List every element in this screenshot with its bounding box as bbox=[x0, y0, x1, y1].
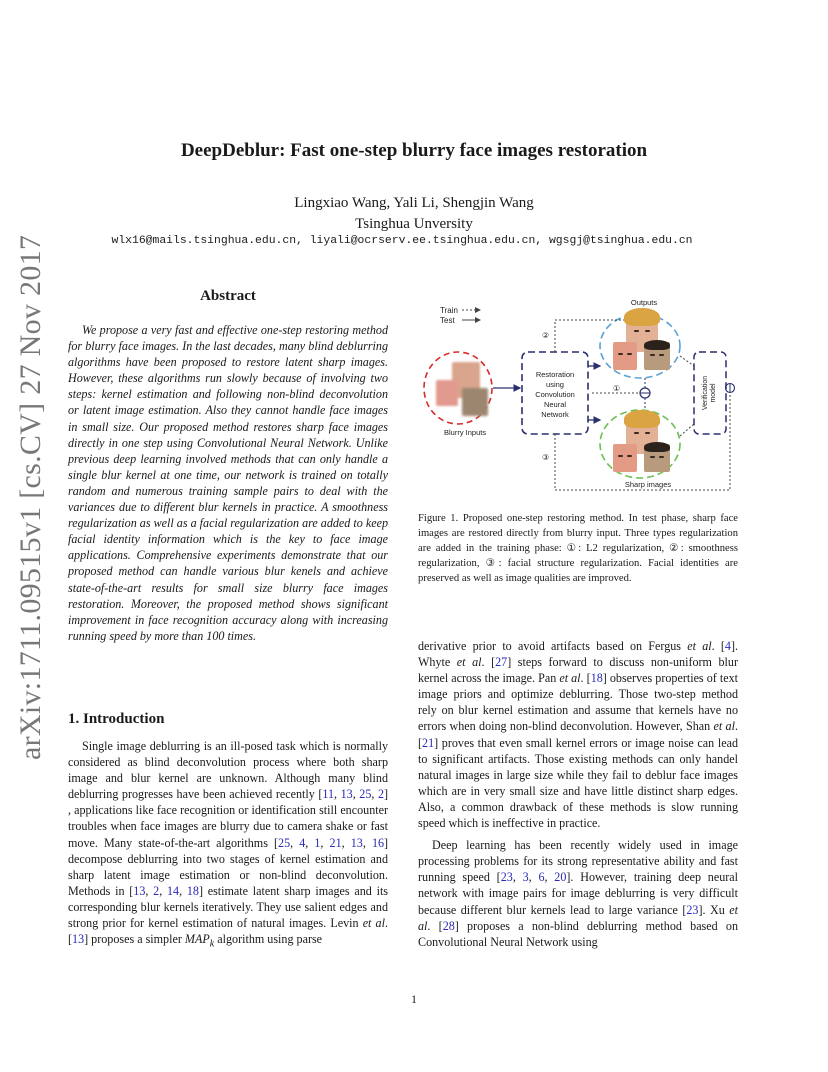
svg-text:Verification: Verification bbox=[702, 375, 709, 411]
figure-1-diagram bbox=[418, 296, 748, 496]
blurry-face-male-image bbox=[462, 388, 488, 416]
introduction-paragraph: Single image deblurring is an ill-posed task which is normally considered as blind deconvolution process where both sharp image and blur kernel are unknown. Although many blind deblurring progresses have been achieved recently [11, 13, 25, 2] , applications like face recognition or identification still encounter troubles when face images are blurry due to camera shake or fast move. Many state-of-the-art algorithms [25, 4, 1, 21, 13, 16] decompose deblurring into two stages of kernel estimation and sharp latent image estimation or non-blind deconvolution. Methods in [13, 2, 14, 18] estimate latent sharp images and its corresponding blur kernels iteratively. They use salient edges and strong prior for kernel estimation of natural images. Levin et al. [13] proposes a simpler $MAP_k$ algorithm using parse bbox=[68, 739, 389, 950]
citation-link[interactable]: 27 bbox=[495, 655, 508, 670]
math-map: MAP bbox=[184, 932, 210, 947]
citation-link[interactable]: 25 bbox=[359, 787, 372, 802]
deep-learning-paragraph: Deep learning has been recently widely used in image processing problems for its strong representative ability and fast running speed [23, 3, 6, 20]. However, training deep neural network with image pairs for image deblurring is very difficult because different blur kernels lead to large variance [23]. Xu et al. [28] proposes a non-blind deblurring method based on Convolutional Neural Network using bbox=[418, 838, 739, 949]
svg-text:Convolution: Convolution bbox=[535, 390, 575, 399]
citation-link[interactable]: 21 bbox=[329, 835, 342, 850]
affiliation: Tsinghua Unversity bbox=[355, 216, 473, 232]
outputs-label: Outputs bbox=[630, 298, 658, 307]
author-names: Lingxiao Wang, Yali Li, Shengjin Wang bbox=[294, 195, 534, 211]
citation-link[interactable]: 2 bbox=[153, 883, 160, 898]
citation-link[interactable]: 4 bbox=[724, 639, 731, 653]
paper-title: DeepDeblur: Fast one-step blurry face images restoration bbox=[180, 140, 648, 161]
svg-text:using: using bbox=[546, 380, 564, 389]
citation-link[interactable]: 4 bbox=[299, 835, 306, 850]
citation-link[interactable]: 13 bbox=[72, 932, 85, 947]
output-face-female2-image bbox=[613, 342, 637, 370]
blurry-inputs-label: Blurry Inputs bbox=[444, 428, 487, 437]
mark-1: ① bbox=[613, 384, 621, 393]
abstract-heading: Abstract bbox=[200, 288, 256, 304]
citation-link[interactable]: 23 bbox=[686, 902, 699, 917]
introduction-text bbox=[68, 738, 388, 953]
citation-link[interactable]: 13 bbox=[340, 787, 353, 802]
figure-1-caption: Figure 1. Proposed one-step restoring method. In test phase, sharp face images are restored directly from blurry input. Three types regularization are added in the training phase: ①: L2 regularization, ②: smoothness regularization, ③: facial structure regularization. Facial identities are preserved as well as image qualities are improved. bbox=[418, 513, 738, 584]
citation-link[interactable]: 3 bbox=[522, 870, 529, 885]
citation-link[interactable]: 1 bbox=[314, 835, 321, 850]
blurry-face-female2-image bbox=[436, 380, 458, 406]
mark-3: ③ bbox=[542, 453, 550, 462]
author-emails: wlx16@mails.tsinghua.edu.cn, liyali@ocrserv.ee.tsinghua.edu.cn, wgsgj@tsinghua.edu.cn bbox=[111, 235, 693, 247]
svg-text:Restoration: Restoration bbox=[535, 370, 575, 379]
citation-link[interactable]: 28 bbox=[442, 918, 455, 933]
citation-link[interactable]: 16 bbox=[371, 835, 385, 850]
svg-text:Neural: Neural bbox=[543, 400, 567, 409]
legend-train-label: Train bbox=[440, 306, 458, 315]
citation-link[interactable]: 18 bbox=[590, 671, 603, 686]
introduction-heading: 1. Introduction bbox=[68, 711, 165, 727]
citation-link[interactable]: 23 bbox=[500, 870, 513, 885]
citation-link[interactable]: 2 bbox=[377, 787, 384, 802]
abstract-text: We propose a very fast and effective one-step restoring method for blurry face images. In the last decades, many blind deblurring algorithms have been proposed to restore latent sharp images. However, these algorithms run slowly because of involving two steps: kernel estimation and following non-blind deconvolution or latent image estimation. Also they cannot handle face images in small size. Our proposed method restores sharp face images directly in one step using Convolutional Neural Network. Unlike previous deep learning involved methods that can only handle a single blur kernel at one time, our network is trained on totally random and numerous training sample pairs to deal with the variances due to different blur kernels in practice. A smoothness regularization as well as a facial regularization are added to keep facial identity information which is the key to face image applications. Comprehensive experiments demonstrate that our proposed method can handle various blur kenels and achieve state-of-the-art results for small size blurry face images restoration. Moreover, the proposed method shows significant improvement in face recognition accuracy along with increasing running speed by more than 100 times. bbox=[68, 323, 388, 643]
related-work-paragraph: derivative prior to avoid artifacts based on Fergus et al. [4]. Whyte et al. [27] steps forward to discuss non-uniform blur kernel across the image. Pan et al. [18] observes properties of text image priors and optimize deblurring. Those two-step method rely on blur kernel estimation and assume that kernels have no errors when doing non-blind deconvolution. However, Shan et al. [21] proves that even small kernel errors or image noise can lead to significant artifacts. Those existing methods can only handel natural images in large size while they fail to deblur face images which are in very small size and have little distinct sharp edges. Also, a common drawback of these methods is slow running speed which is ineffective in practice. bbox=[418, 639, 739, 831]
page-number: 1 bbox=[411, 992, 417, 1006]
author-block bbox=[0, 193, 828, 235]
sharp-images-label: Sharp images bbox=[624, 480, 672, 489]
citation-link[interactable]: 20 bbox=[554, 870, 567, 885]
citation-link[interactable]: 13 bbox=[350, 835, 363, 850]
mark-2: ② bbox=[542, 331, 550, 340]
citation-link[interactable]: 6 bbox=[538, 870, 545, 885]
svg-text:Network: Network bbox=[541, 410, 569, 419]
svg-text:model: model bbox=[710, 383, 717, 403]
citation-link[interactable]: 14 bbox=[166, 883, 180, 898]
citation-link[interactable]: 21 bbox=[422, 735, 435, 750]
sharp-face-female2-image bbox=[613, 444, 637, 472]
sharp-face-male-image bbox=[644, 444, 670, 472]
citation-link[interactable]: 11 bbox=[322, 787, 335, 802]
legend-test-label: Test bbox=[440, 316, 455, 325]
citation-link[interactable]: 25 bbox=[278, 835, 291, 850]
arxiv-identifier: arXiv:1711.09515v1 [cs.CV] 27 Nov 2017 bbox=[14, 234, 47, 760]
output-face-male-image bbox=[644, 342, 670, 370]
right-column-text bbox=[418, 638, 738, 956]
citation-link[interactable]: 18 bbox=[186, 883, 199, 898]
citation-link[interactable]: 13 bbox=[133, 883, 146, 898]
